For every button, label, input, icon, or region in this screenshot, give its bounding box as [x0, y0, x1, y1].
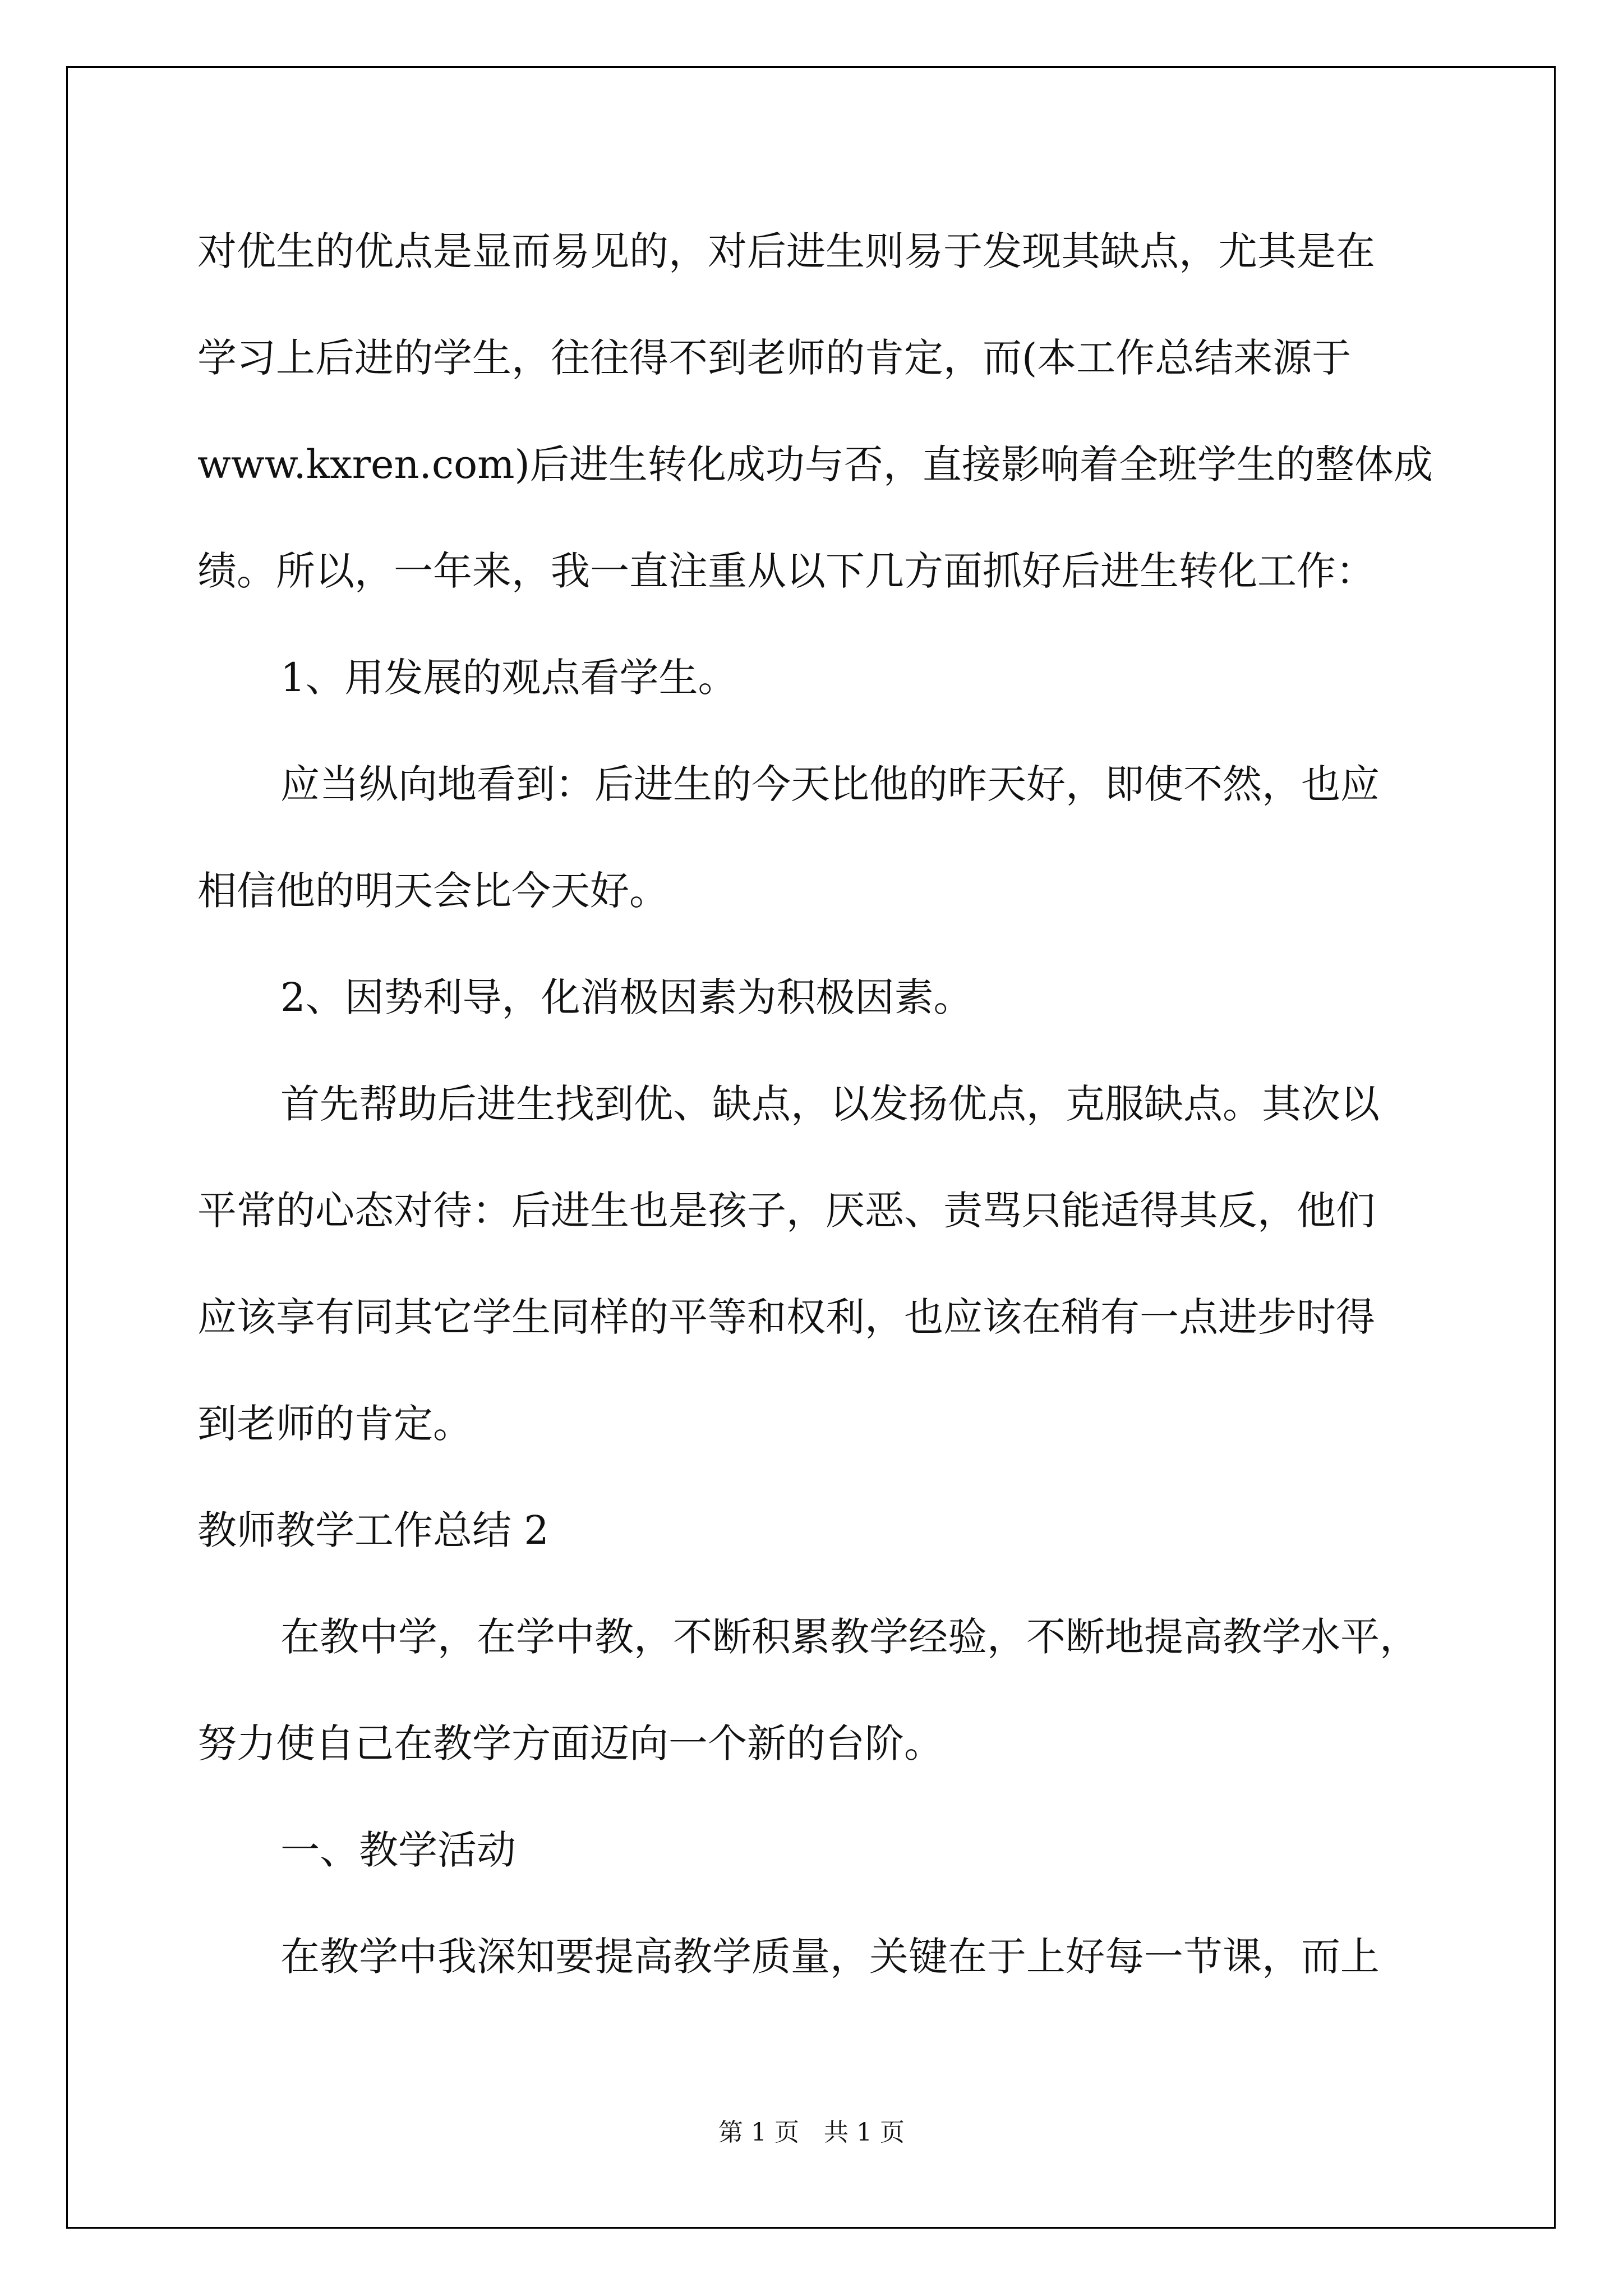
subsection-heading: 一、教学活动: [280, 1827, 516, 1873]
text-line: 绩。所以，一年来，我一直注重从以下几方面抓好后进生转化工作：: [197, 548, 1375, 594]
list-item-heading: 2、因势利导，化消极因素为积极因素。: [280, 974, 973, 1020]
list-item-heading: 1、用发展的观点看学生。: [280, 655, 737, 701]
text-line: 学习上后进的学生，往往得不到老师的肯定，而(本工作总结来源于: [197, 335, 1352, 381]
page-footer: 第 1 页 共 1 页: [718, 2118, 905, 2147]
text-line: 应该享有同其它学生同样的平等和权利，也应该在稍有一点进步时得: [197, 1294, 1375, 1340]
text-line: 对优生的优点是显而易见的，对后进生则易于发现其缺点，尤其是在: [197, 228, 1375, 274]
text-line: 努力使自己在教学方面迈向一个新的台阶。: [197, 1720, 943, 1766]
text-line: 首先帮助后进生找到优、缺点，以发扬优点，克服缺点。其次以: [280, 1081, 1380, 1127]
page-border: [66, 66, 1556, 2229]
text-line: 相信他的明天会比今天好。: [197, 868, 668, 914]
text-line: 在教中学，在学中教，不断积累教学经验，不断地提高教学水平，: [280, 1614, 1419, 1660]
text-line: 平常的心态对待：后进生也是孩子，厌恶、责骂只能适得其反，他们: [197, 1188, 1375, 1234]
section-title: 教师教学工作总结 2: [197, 1507, 549, 1553]
text-line: 在教学中我深知要提高教学质量，关键在于上好每一节课，而上: [280, 1934, 1380, 1980]
text-line: www.kxren.com)后进生转化成功与否，直接影响着全班学生的整体成: [197, 441, 1433, 487]
text-line: 到老师的肯定。: [197, 1401, 472, 1447]
text-line: 应当纵向地看到：后进生的今天比他的昨天好，即使不然，也应: [280, 761, 1380, 807]
